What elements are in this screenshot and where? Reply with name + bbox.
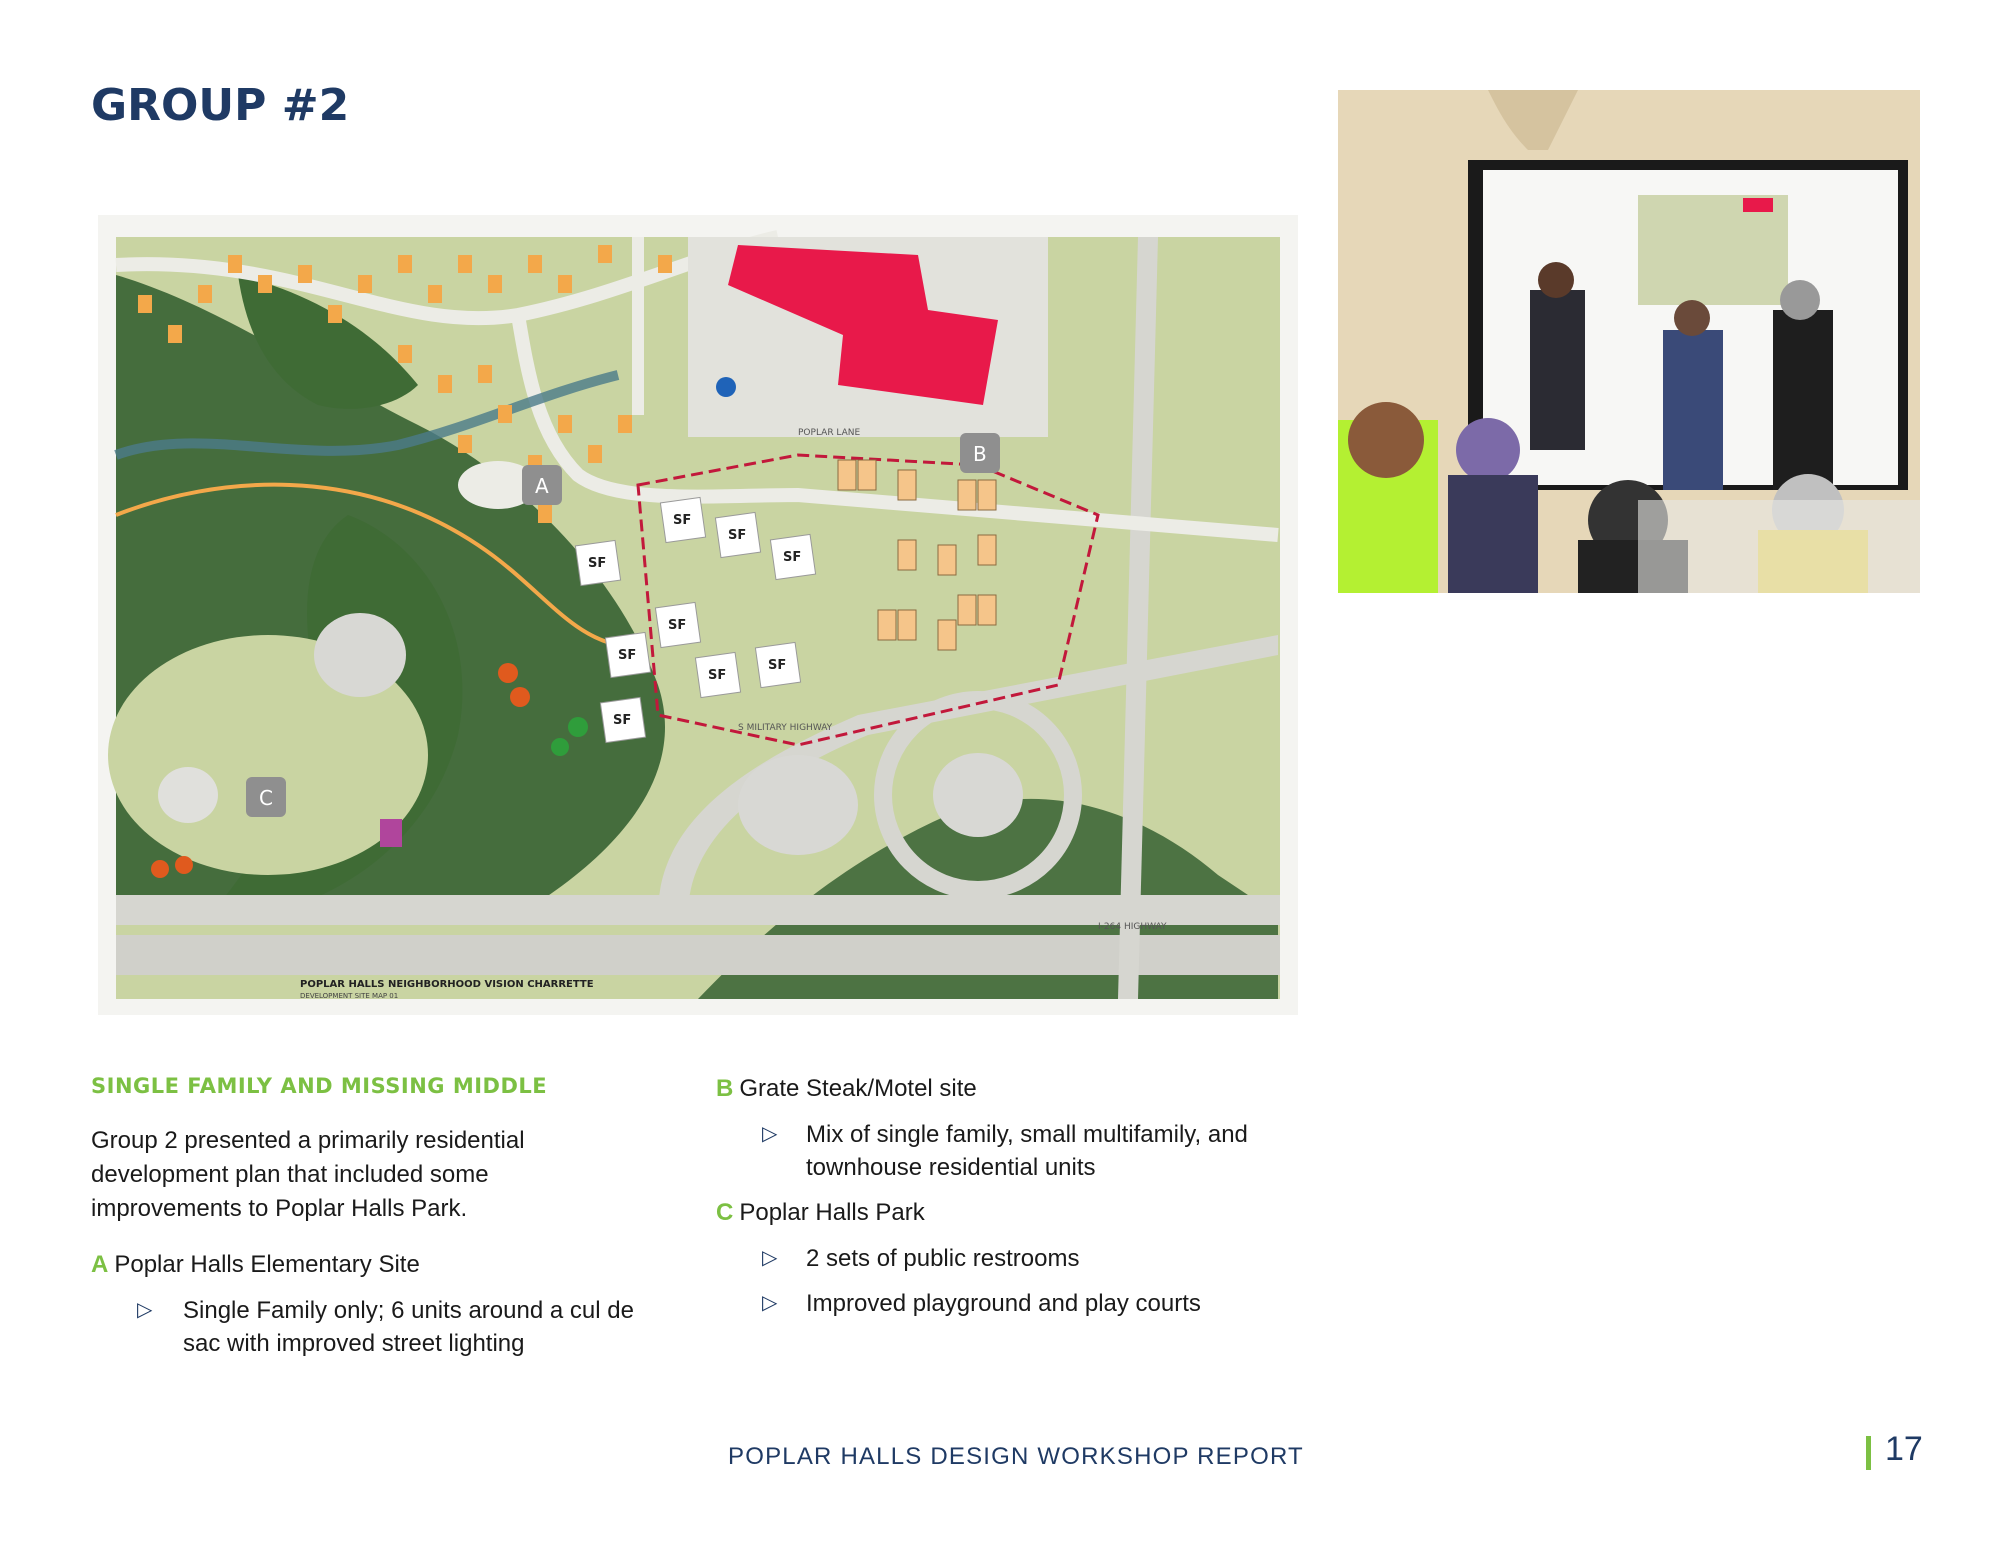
- sf-unit-label: SF: [588, 556, 607, 571]
- sf-unit-label: SF: [708, 668, 727, 683]
- sf-unit-label: SF: [728, 528, 747, 543]
- site-c-letter: C: [716, 1199, 734, 1226]
- bullet-triangle-icon: ▷: [137, 1299, 153, 1321]
- list-item: ▷ Single Family only; 6 units around a cul de sac with improved street lighting: [91, 1294, 653, 1360]
- intro-paragraph: Group 2 presented a primarily residential development plan that included some improvements to Poplar Halls Park.: [91, 1127, 525, 1222]
- marker-b: [960, 433, 1000, 473]
- site-c-bullets: [716, 1242, 1316, 1320]
- site-map-drawing: [98, 215, 1298, 1015]
- street-label-poplar-lane: POPLAR LANE: [798, 428, 861, 438]
- sf-unit-label: SF: [768, 658, 787, 673]
- svg-text:C: C: [259, 786, 273, 810]
- footer-report-title: POPLAR HALLS DESIGN WORKSHOP REPORT: [728, 1443, 1304, 1470]
- street-label-military-highway: S MILITARY HIGHWAY: [738, 723, 833, 733]
- bullet-triangle-icon: ▷: [762, 1292, 778, 1314]
- street-label-i264: I-264 HIGHWAY: [1098, 922, 1167, 932]
- sf-unit-label: SF: [618, 648, 637, 663]
- page-title: GROUP #2: [91, 80, 350, 131]
- list-item: ▷ Mix of single family, small multifamily, and townhouse residential units: [716, 1118, 1276, 1184]
- svg-text:A: A: [535, 474, 549, 498]
- map-caption-subtitle: DEVELOPMENT SITE MAP 01: [300, 992, 399, 1000]
- svg-text:B: B: [973, 442, 987, 466]
- site-c-name: Poplar Halls Park: [739, 1199, 925, 1226]
- right-column: [716, 1072, 1316, 1332]
- page-number: 17: [1885, 1430, 1923, 1468]
- list-item: ▷ 2 sets of public restrooms: [716, 1242, 1276, 1275]
- workshop-photo: [1338, 90, 1920, 593]
- site-c-heading: [716, 1196, 1316, 1230]
- site-a-heading: [91, 1248, 691, 1282]
- left-column: [91, 1072, 691, 1372]
- site-b-letter: B: [716, 1075, 734, 1102]
- site-b-bullets: [716, 1118, 1316, 1184]
- site-a-name: Poplar Halls Elementary Site: [114, 1251, 420, 1278]
- site-b-name: Grate Steak/Motel site: [739, 1075, 977, 1102]
- sf-unit-label: SF: [673, 513, 692, 528]
- site-b-heading: [716, 1072, 1316, 1106]
- sf-unit-label: SF: [613, 713, 632, 728]
- sf-unit-label: SF: [668, 618, 687, 633]
- marker-c: [246, 777, 286, 817]
- site-a-bullets: [91, 1294, 691, 1360]
- bullet-triangle-icon: ▷: [762, 1247, 778, 1269]
- workshop-photo-drawing: [1338, 90, 1920, 593]
- marker-a: [522, 465, 562, 505]
- bullet-triangle-icon: ▷: [762, 1123, 778, 1145]
- section-heading: SINGLE FAMILY AND MISSING MIDDLE: [91, 1074, 548, 1098]
- map-caption-title: POPLAR HALLS NEIGHBORHOOD VISION CHARRETTE: [300, 979, 594, 990]
- site-map: [98, 215, 1298, 1015]
- sf-unit-label: SF: [783, 550, 802, 565]
- site-a-letter: A: [91, 1251, 109, 1278]
- page-number-bar: [1866, 1436, 1871, 1470]
- list-item: ▷ Improved playground and play courts: [716, 1287, 1276, 1320]
